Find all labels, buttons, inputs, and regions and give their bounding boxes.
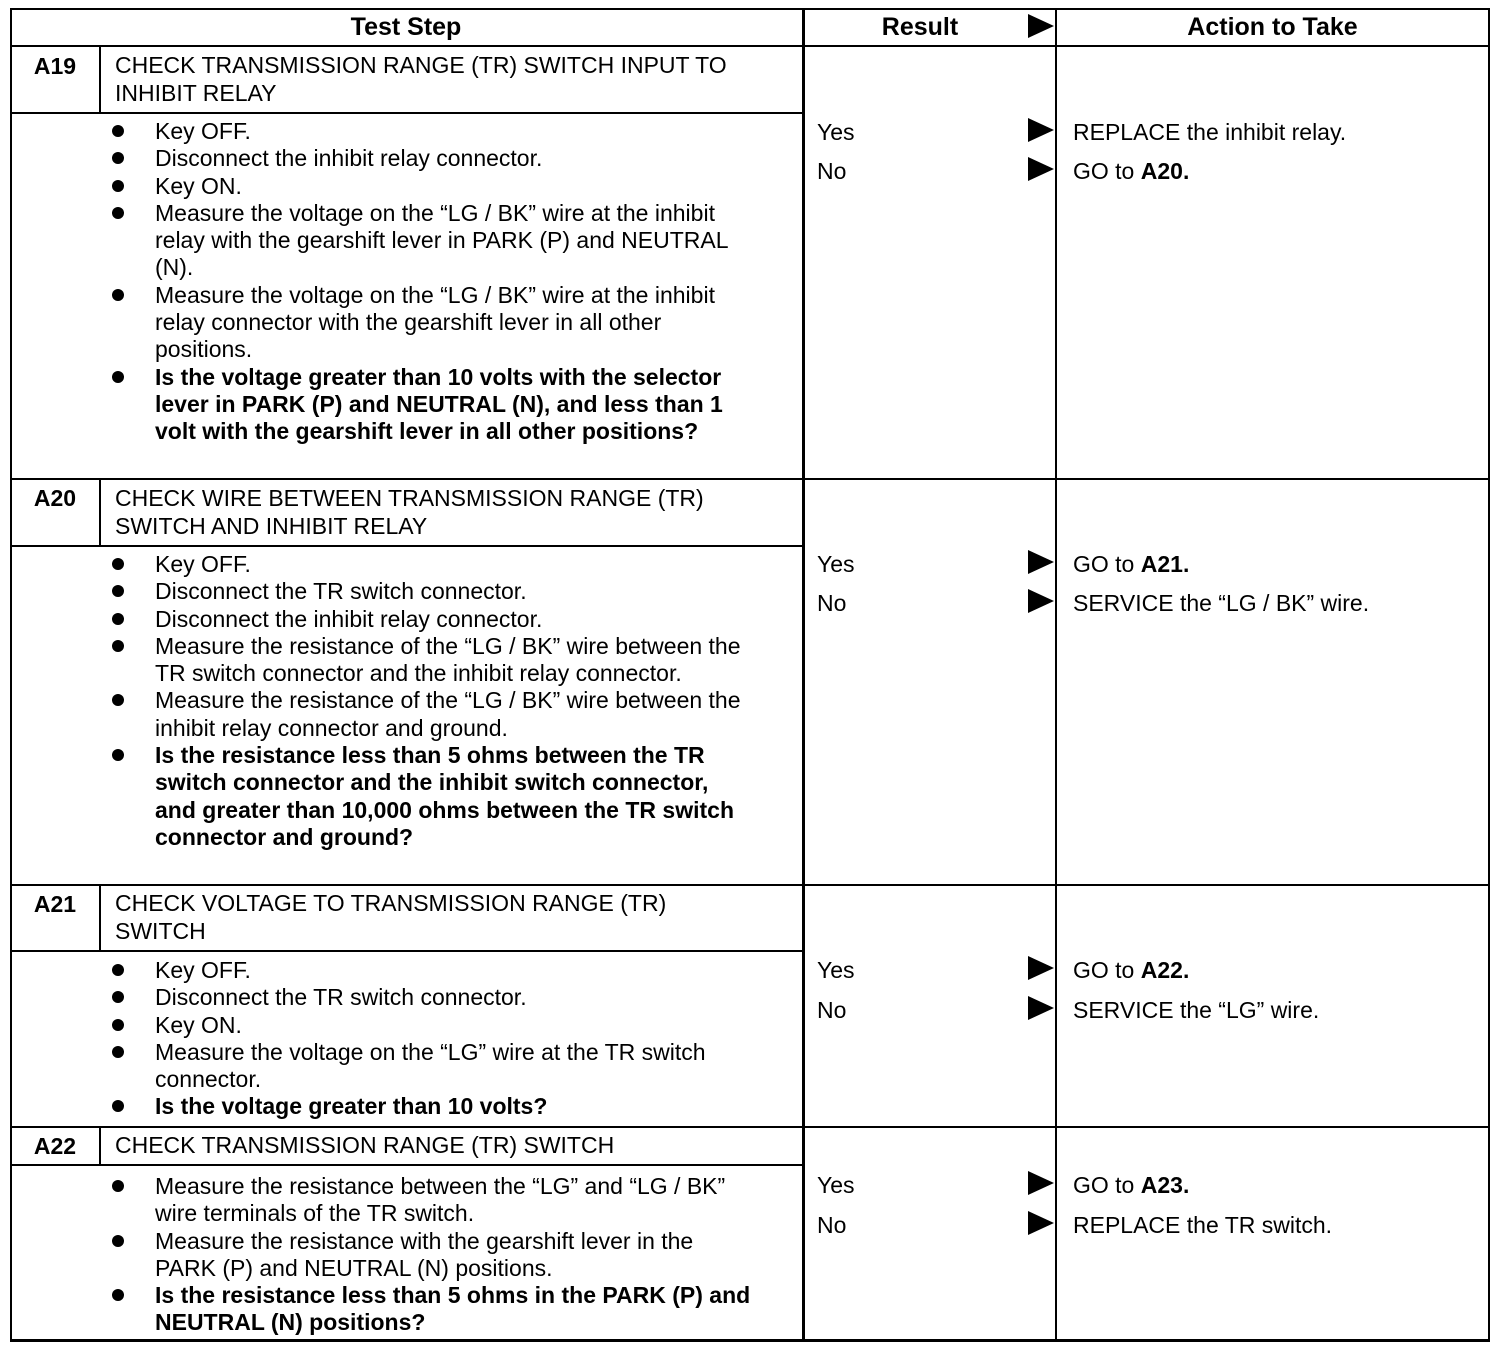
bullet-icon	[112, 585, 124, 597]
list-item: Measure the resistance between the “LG” and “LG / BK” wire terminals of the TR switch.	[112, 1173, 752, 1228]
bullet-icon	[112, 749, 124, 761]
title-row-border	[10, 950, 804, 952]
bullet-icon	[112, 180, 124, 192]
step-id: A19	[33, 53, 77, 79]
result-no: No	[817, 1212, 847, 1238]
section-border	[10, 884, 1490, 886]
step-question: Is the resistance less than 5 ohms between the TR switch connector and the inhibit switch connector, and greater than 10,000 ohms between the TR switch connector and ground?	[112, 742, 752, 851]
arrow-right-icon	[1028, 1171, 1054, 1195]
title-row-border	[10, 1164, 804, 1166]
arrow-right-icon	[1028, 157, 1054, 181]
list-item: Measure the voltage on the “LG” wire at the TR switch connector.	[112, 1039, 752, 1094]
step-id: A20	[33, 485, 77, 511]
divider-teststep-result	[802, 8, 805, 1342]
bullet-icon	[112, 964, 124, 976]
header-bottom-border	[10, 45, 1490, 47]
step-id-divider	[99, 884, 101, 952]
action-no: SERVICE the “LG / BK” wire.	[1073, 590, 1370, 616]
result-yes: Yes	[817, 957, 855, 983]
bullet-icon	[112, 1289, 124, 1301]
result-no: No	[817, 997, 847, 1023]
bullet-icon	[112, 640, 124, 652]
step-id-divider	[99, 45, 101, 114]
header-action: Action to Take	[1187, 13, 1358, 41]
arrow-right-icon	[1028, 956, 1054, 980]
list-item: Measure the resistance with the gearshift lever in the PARK (P) and NEUTRAL (N) positions.	[112, 1228, 752, 1283]
list-item: Disconnect the TR switch connector.	[112, 984, 752, 1011]
action-yes: REPLACE the inhibit relay.	[1073, 119, 1347, 145]
section-border	[10, 1126, 1490, 1128]
step-question: Is the voltage greater than 10 volts?	[112, 1093, 752, 1120]
bullet-icon	[112, 613, 124, 625]
list-item: Measure the voltage on the “LG / BK” wire at the inhibit relay connector with the gearshift lever in all other positions.	[112, 282, 752, 364]
bullet-icon	[112, 371, 124, 383]
header-arrow-icon	[1028, 14, 1054, 38]
action-yes: GO to A22.	[1073, 957, 1190, 983]
step-title: CHECK TRANSMISSION RANGE (TR) SWITCH	[115, 1132, 615, 1158]
list-item: Measure the resistance of the “LG / BK” wire between the inhibit relay connector and ground.	[112, 687, 752, 742]
action-yes: GO to A21.	[1073, 551, 1190, 577]
header-result: Result	[881, 13, 959, 41]
bullet-icon	[112, 1180, 124, 1192]
bullet-icon	[112, 125, 124, 137]
bullet-icon	[112, 558, 124, 570]
list-item: Key OFF.	[112, 957, 752, 984]
bullet-icon	[112, 1019, 124, 1031]
step-instructions	[112, 551, 752, 851]
list-item: Key OFF.	[112, 118, 752, 145]
step-instructions	[112, 118, 752, 446]
title-row-border	[10, 545, 804, 547]
list-item: Measure the voltage on the “LG / BK” wire at the inhibit relay with the gearshift lever in PARK (P) and NEUTRAL (N).	[112, 200, 752, 282]
arrow-right-icon	[1028, 589, 1054, 613]
bullet-icon	[112, 152, 124, 164]
bullet-icon	[112, 1100, 124, 1112]
action-no: GO to A20.	[1073, 158, 1190, 184]
title-row-border	[10, 112, 804, 114]
result-yes: Yes	[817, 551, 855, 577]
step-title: CHECK VOLTAGE TO TRANSMISSION RANGE (TR) SWITCH	[115, 890, 667, 944]
table-right-border	[1488, 8, 1490, 1342]
arrow-right-icon	[1028, 996, 1054, 1020]
list-item: Disconnect the inhibit relay connector.	[112, 145, 752, 172]
step-instructions	[112, 957, 752, 1121]
list-item: Measure the resistance of the “LG / BK” wire between the TR switch connector and the inhibit relay connector.	[112, 633, 752, 688]
list-item: Key OFF.	[112, 551, 752, 578]
arrow-right-icon	[1028, 550, 1054, 574]
list-item: Key ON.	[112, 173, 752, 200]
result-yes: Yes	[817, 119, 855, 145]
step-id-divider	[99, 478, 101, 547]
arrow-right-icon	[1028, 118, 1054, 142]
arrow-right-icon	[1028, 1211, 1054, 1235]
action-no: REPLACE the TR switch.	[1073, 1212, 1333, 1238]
step-question: Is the resistance less than 5 ohms in the PARK (P) and NEUTRAL (N) positions?	[112, 1282, 752, 1337]
bullet-icon	[112, 207, 124, 219]
bullet-icon	[112, 991, 124, 1003]
action-yes: GO to A23.	[1073, 1172, 1190, 1198]
result-no: No	[817, 590, 847, 616]
list-item: Disconnect the TR switch connector.	[112, 578, 752, 605]
bullet-icon	[112, 1235, 124, 1247]
result-no: No	[817, 158, 847, 184]
action-no: SERVICE the “LG” wire.	[1073, 997, 1320, 1023]
step-id: A22	[33, 1133, 77, 1159]
bullet-icon	[112, 1046, 124, 1058]
step-title: CHECK TRANSMISSION RANGE (TR) SWITCH INPUT TO INHIBIT RELAY	[115, 52, 727, 106]
section-border	[10, 478, 1490, 480]
step-question: Is the voltage greater than 10 volts with the selector lever in PARK (P) and NEUTRAL (N), and less than 1 volt with the gearshift lever in all other positions?	[112, 364, 752, 446]
step-title: CHECK WIRE BETWEEN TRANSMISSION RANGE (TR) SWITCH AND INHIBIT RELAY	[115, 485, 704, 539]
list-item: Disconnect the inhibit relay connector.	[112, 606, 752, 633]
bullet-icon	[112, 289, 124, 301]
list-item: Key ON.	[112, 1012, 752, 1039]
header-test-step: Test Step	[350, 13, 462, 41]
step-id: A21	[33, 891, 77, 917]
step-id-divider	[99, 1126, 101, 1166]
divider-result-action	[1055, 8, 1057, 1342]
step-instructions	[112, 1173, 752, 1337]
bullet-icon	[112, 694, 124, 706]
table-bottom-border	[10, 1339, 1490, 1342]
result-yes: Yes	[817, 1172, 855, 1198]
table-top-border	[10, 8, 1490, 10]
